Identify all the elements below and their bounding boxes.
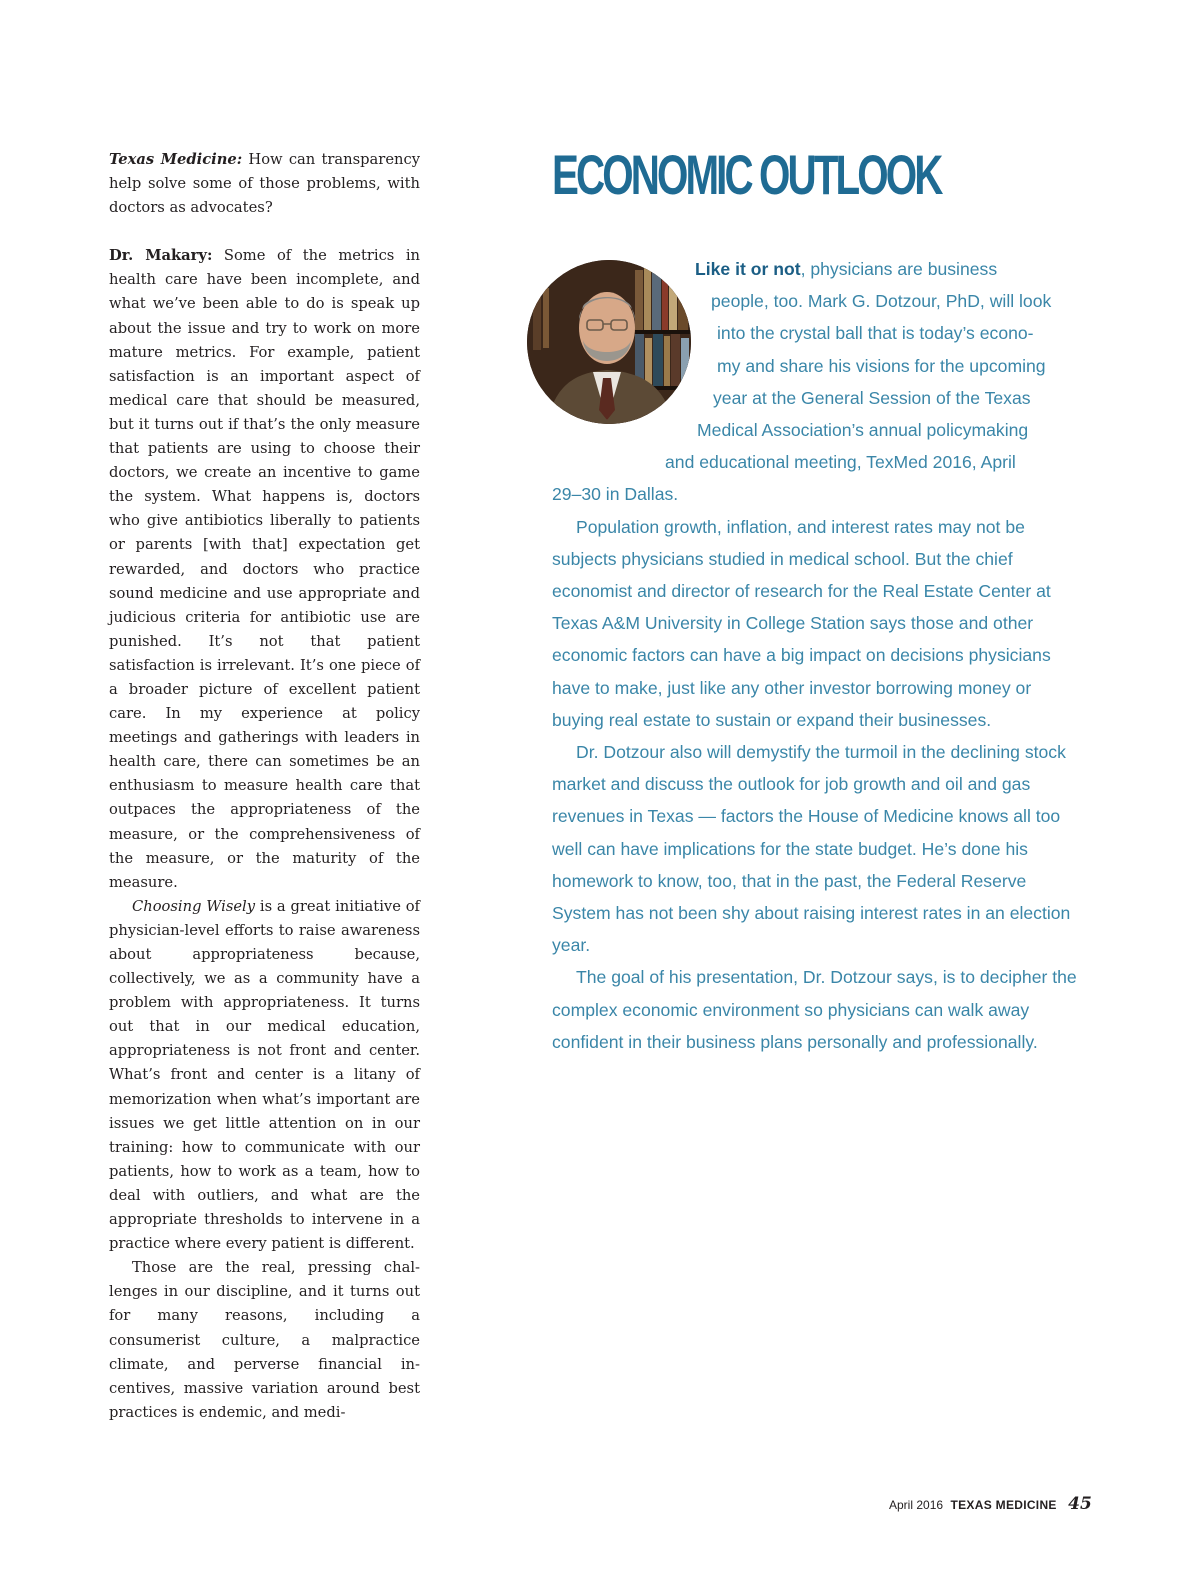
issue-date: April 2016 xyxy=(889,1498,944,1512)
sidebar-intro-paragraph xyxy=(552,253,1078,511)
answer-text-3: Those are the real, pressing challenges in our discipline, and it turns out for many reasons, including a consumerist culture, a malpractice climate, and perverse financial incentives, massive variation around best practices is endemic, and medi- xyxy=(109,1259,420,1421)
answer-paragraph xyxy=(109,244,420,895)
lead-in: Like it or not xyxy=(695,259,801,279)
intro-line-5: year at the General Session of the Texas xyxy=(713,387,1031,408)
question-paragraph xyxy=(109,148,420,220)
magazine-name: TEXAS MEDICINE xyxy=(950,1498,1057,1512)
sidebar-article xyxy=(552,253,1078,1058)
answer-text-2: is a great initiative of physician-level efforts to raise awareness about appropriateness because, collectively, we as a community have a problem with appropriateness. It turns out that in our medical education, appropriateness is not front and center. What’s front and center is a litany of memorization when what’s important are issues we get little attention on in our training: how to communicate with our patients, how to work as a team, how to deal with outliers, and what are the appropriate thresholds to intervene in a practice where every patient is different. xyxy=(109,897,420,1253)
question-speaker: Texas Medicine: xyxy=(109,151,243,168)
intro-line-6: Medical Association’s annual policymaking xyxy=(697,420,1029,441)
intro-line-2: people, too. Mark G. Dotzour, PhD, will look xyxy=(711,291,1052,312)
page-number: 45 xyxy=(1068,1494,1092,1514)
answer-paragraph-2 xyxy=(109,895,420,1256)
sidebar-paragraph-2: Population growth, inflation, and interest rates may not be subjects physicians studied in medical school. But the chief economist and director of research for the Real Estate Center at Texas A&M University in College Station says those and other economic factors can have a big impact on decisions physicians have to make, just like any other investor borrowing money or buying real estate to sustain or expand their businesses. xyxy=(552,516,1051,730)
sidebar-paragraph-3: Dr. Dotzour also will demystify the turmoil in the declining stock market and discuss the outlook for job growth and oil and gas revenues in Texas — factors the House of Medicine knows all too well can have implications for the state budget. He’s done his homework to know, too, that in the past, the Federal Reserve System has not been shy about raising interest rates in an election year. xyxy=(552,742,1071,956)
interview-column xyxy=(109,148,420,1425)
answer-speaker: Dr. Makary: xyxy=(109,247,213,265)
question-text: How can transparency help solve some of those problems, with doctors as advocates? xyxy=(109,151,420,217)
intro-line-1: Like it or not, physicians are business xyxy=(695,259,998,279)
intro-line-3: into the crystal ball that is today’s econo- xyxy=(717,323,1034,344)
page-footer xyxy=(889,1494,1092,1520)
sidebar-header xyxy=(552,140,1082,210)
answer-paragraph-3 xyxy=(109,1256,420,1425)
intro-line-8: 29–30 in Dallas. xyxy=(552,484,679,505)
choosing-wisely-title: Choosing Wisely xyxy=(132,897,256,915)
answer-text: Some of the metrics in health care have been incomplete, and what we’ve been able to do is speak up about the issue and try to work on more mature metrics. For example, patient satisfaction is an important aspect of medical care that should be measured, but it turns out if that’s the only measure that patients are using to choose their doctors, we create an incentive to game the system. What happens is, doctors who give antibiotics liberally to patients or parents [with that] expectation get rewarded, and doctors who practice sound medicine and use appropriate and judicious criteria for antibiotic use are punished. It’s not that patient satisfaction is irrelevant. It’s one piece of a broader picture of excellent patient care. In my experience at policy meetings and gatherings with leaders in health care, there can sometimes be an enthusiasm to measure health care that outpaces the appropriateness of the measure, or the comprehensiveness of the measure, or the maturity of the measure. xyxy=(109,247,421,891)
sidebar-paragraph-4: The goal of his presentation, Dr. Dotzour says, is to decipher the complex economic environment so physicians can walk away confident in their business plans personally and professionally. xyxy=(552,967,1077,1052)
intro-line-4: my and share his visions for the upcoming xyxy=(717,355,1046,376)
sidebar-headline: ECONOMIC OUTLOOK xyxy=(552,143,941,206)
intro-line-7: and educational meeting, TexMed 2016, April xyxy=(665,452,1016,473)
